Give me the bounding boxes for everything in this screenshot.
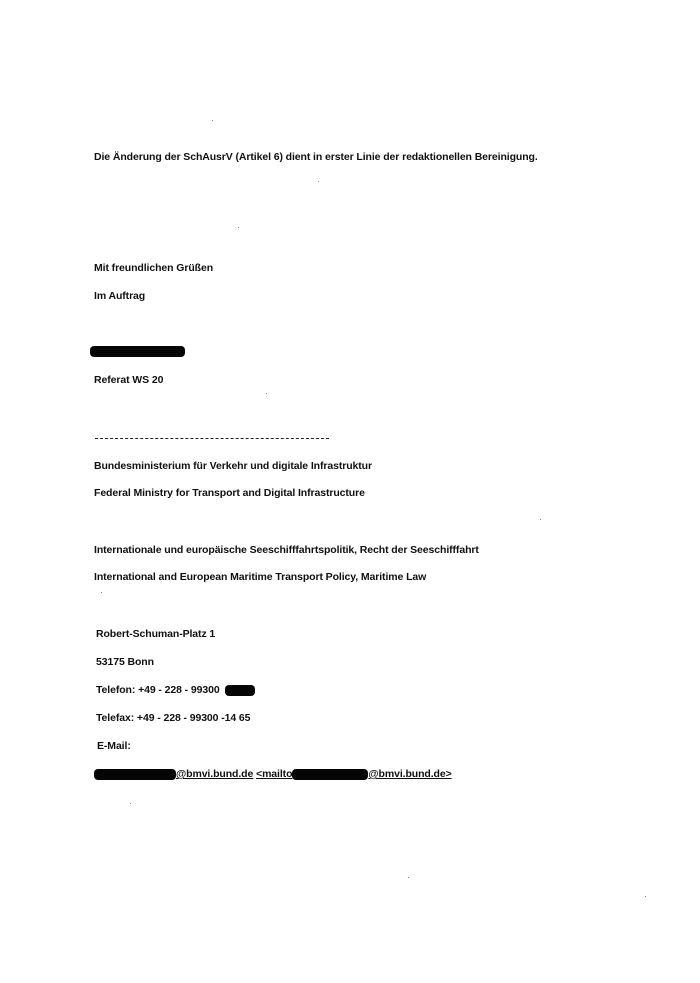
closing-text: Mit freundlichen Grüßen — [94, 262, 214, 274]
redacted-name — [90, 344, 185, 358]
redacted-extension — [225, 685, 255, 696]
scan-speck — [238, 227, 239, 228]
scan-speck — [645, 896, 646, 897]
division-en: International and European Maritime Transport Policy, Maritime Law — [94, 571, 427, 583]
phone-line — [96, 683, 255, 697]
redacted-mailto-user — [292, 769, 368, 780]
phone-text: Telefon: +49 - 228 - 99300 — [96, 684, 220, 696]
fax-text: Telefax: +49 - 228 - 99300 -14 65 — [96, 712, 251, 724]
scan-speck — [540, 519, 541, 520]
scan-speck — [101, 592, 102, 593]
ministry-en: Federal Ministry for Transport and Digital Infrastructure — [94, 487, 365, 499]
city-address: 53175 Bonn — [96, 656, 154, 668]
scan-speck — [266, 393, 267, 394]
mailto-suffix[interactable]: @bmvi.bund.de> — [368, 768, 452, 780]
division-de: Internationale und europäische Seeschifffahrtspolitik, Recht der Seeschifffahrt — [94, 544, 479, 556]
email-label: E-Mail: — [97, 740, 131, 752]
on-behalf-text: Im Auftrag — [94, 290, 146, 302]
scan-speck — [408, 877, 409, 878]
email-domain[interactable]: @bmvi.bund.de — [176, 768, 254, 780]
separator-line — [95, 438, 329, 439]
scan-speck — [318, 181, 319, 182]
mailto-prefix[interactable]: <mailto — [256, 768, 293, 780]
redacted-email-user — [94, 769, 176, 780]
department-text: Referat WS 20 — [94, 374, 164, 386]
ministry-de: Bundesministerium für Verkehr und digitale Infrastruktur — [94, 460, 372, 472]
body-text: Die Änderung der SchAusrV (Artikel 6) dient in erster Linie der redaktionellen Bereinigung. — [94, 151, 538, 163]
street-address: Robert-Schuman-Platz 1 — [96, 628, 216, 640]
scan-speck — [130, 803, 131, 804]
email-line — [94, 767, 452, 781]
scan-speck — [212, 120, 213, 121]
